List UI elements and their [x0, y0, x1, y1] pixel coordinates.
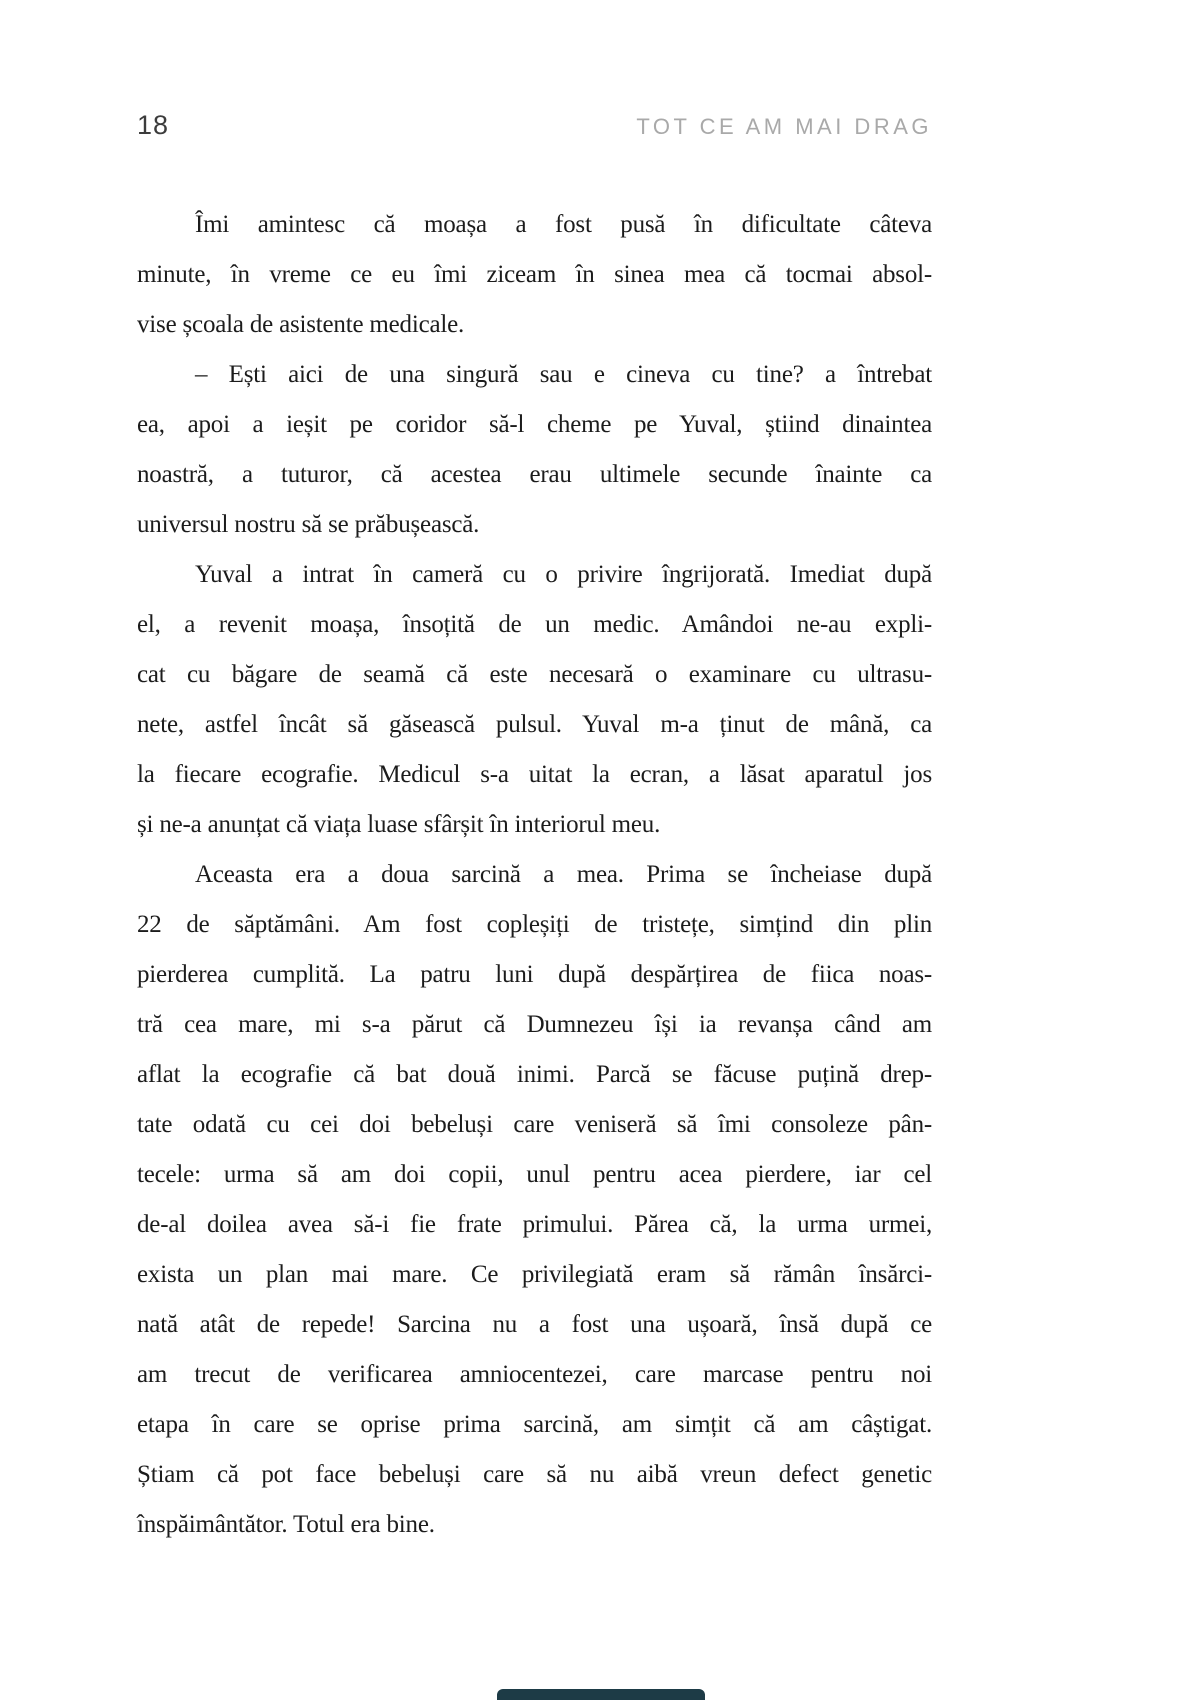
text-line: nete, astfel încât să găsească pulsul. Yuval m-a ținut de mână, ca: [137, 711, 932, 738]
text-line: universul nostru să se prăbușească.: [137, 511, 480, 538]
text-line: aflat la ecografie că bat două inimi. Parcă se făcuse puțină drep-: [137, 1061, 932, 1088]
text-line: pierderea cumplită. La patru luni după despărțirea de fiica noas-: [137, 961, 932, 988]
page-body: [137, 200, 932, 1550]
paragraph-4: [137, 850, 932, 1550]
text-line: tate odată cu cei doi bebeluși care veniseră să îmi consoleze pân-: [137, 1111, 932, 1138]
paragraph-2: [137, 350, 932, 550]
text-line: Yuval a intrat în cameră cu o privire îngrijorată. Imediat după: [195, 561, 932, 588]
text-line: tecele: urma să am doi copii, unul pentru acea pierdere, iar cel: [137, 1161, 932, 1188]
text-line: etapa în care se oprise prima sarcină, am simțit că am câștigat.: [137, 1411, 932, 1438]
text-line: Știam că pot face bebeluși care să nu aibă vreun defect genetic: [137, 1461, 932, 1488]
paragraph-1: [137, 200, 932, 350]
text-line: tră cea mare, mi s-a părut că Dumnezeu își ia revanșa când am: [137, 1011, 932, 1038]
text-line: înspăimântător. Totul era bine.: [137, 1511, 435, 1538]
paragraph-3: [137, 550, 932, 850]
text-line: vise școala de asistente medicale.: [137, 311, 465, 338]
text-line: Îmi amintesc că moașa a fost pusă în dificultate câteva: [195, 211, 932, 238]
text-line: am trecut de verificarea amniocentezei, care marcase pentru noi: [137, 1361, 932, 1388]
text-line: el, a revenit moașa, însoțită de un medic. Amândoi ne-au expli-: [137, 611, 932, 638]
text-line: minute, în vreme ce eu îmi ziceam în sinea mea că tocmai absol-: [137, 261, 932, 288]
text-line: de-al doilea avea să-i fie frate primului. Părea că, la urma urmei,: [137, 1211, 932, 1238]
text-line: cat cu băgare de seamă că este necesară o examinare cu ultrasu-: [137, 661, 932, 688]
home-indicator-bar[interactable]: [497, 1689, 705, 1700]
text-line: Aceasta era a doua sarcină a mea. Prima se încheiase după: [195, 861, 932, 888]
page-number: 18: [137, 110, 170, 140]
text-line: nată atât de repede! Sarcina nu a fost una ușoară, însă după ce: [137, 1311, 932, 1338]
text-line: exista un plan mai mare. Ce privilegiată eram să rămân însărci-: [137, 1261, 932, 1288]
running-title: TOT CE AM MAI DRAG: [636, 114, 932, 139]
text-line: și ne-a anunțat că viața luase sfârșit în interiorul meu.: [137, 811, 661, 838]
text-line: 22 de săptămâni. Am fost copleșiți de tristețe, simțind din plin: [137, 911, 932, 938]
page-header: [137, 110, 932, 141]
text-line: la fiecare ecografie. Medicul s-a uitat la ecran, a lăsat aparatul jos: [137, 761, 932, 788]
text-line: noastră, a tuturor, că acestea erau ultimele secunde înainte ca: [137, 461, 932, 488]
text-line: ea, apoi a ieșit pe coridor să-l cheme pe Yuval, știind dinaintea: [137, 411, 932, 438]
text-line: – Ești aici de una singură sau e cineva cu tine? a întrebat: [195, 361, 932, 388]
